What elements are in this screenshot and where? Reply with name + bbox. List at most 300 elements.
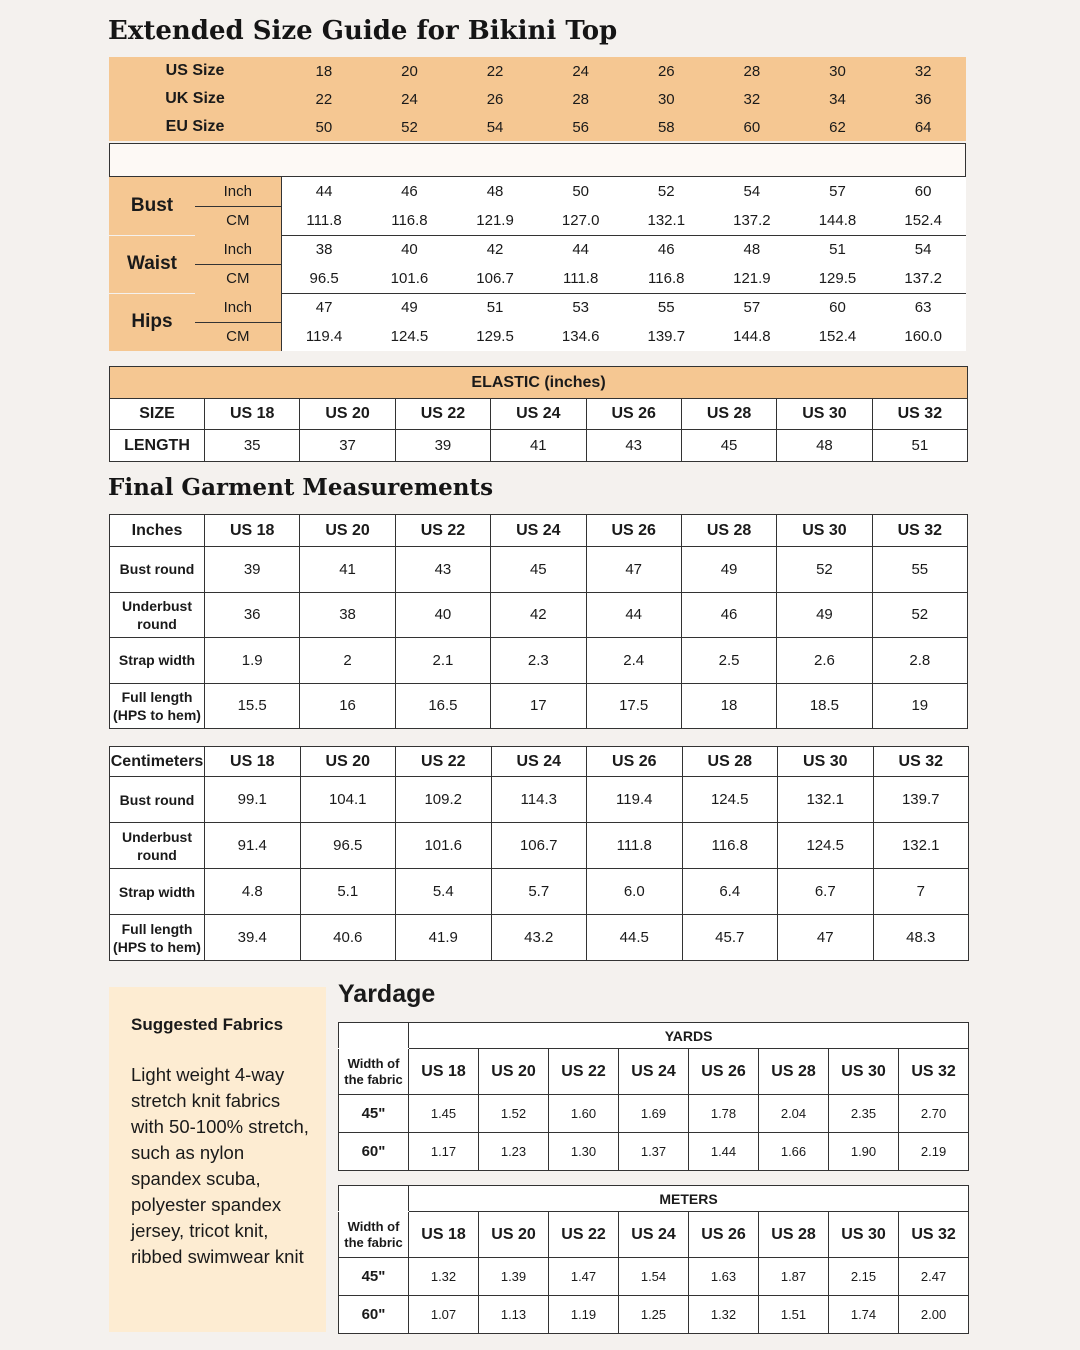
measurement-value: 44 <box>538 235 624 264</box>
final-measure-value: 52 <box>872 592 967 638</box>
final-row-label <box>110 592 205 638</box>
final-measure-value: 41.9 <box>396 915 492 961</box>
final-measure-value: 16 <box>300 683 395 729</box>
final-size-header: US 24 <box>491 515 586 547</box>
size-value: 28 <box>572 90 590 108</box>
suggested-fabrics-box <box>109 987 326 1332</box>
measurement-value: 127.0 <box>561 211 600 229</box>
final-measure-value: 119.4 <box>587 777 683 823</box>
final-measure-value: 19 <box>872 683 967 729</box>
size-value: 30 <box>829 62 846 80</box>
final-row-label-line2: round <box>137 615 177 632</box>
final-measure-value: 106.7 <box>491 823 587 869</box>
size-value: 34 <box>829 90 846 108</box>
final-measure-value: 111.8 <box>587 823 683 869</box>
final-size-header: US 22 <box>395 515 490 547</box>
final-measure-row <box>110 915 969 961</box>
size-value: 52 <box>401 118 418 136</box>
final-measure-value: 6.7 <box>778 869 874 915</box>
size-row-label: UK Size <box>165 90 225 107</box>
size-conversion-table <box>109 57 966 141</box>
measurement-value: 52 <box>657 183 675 200</box>
yardage-value: 1.44 <box>689 1133 759 1171</box>
size-value: 56 <box>572 118 590 136</box>
final-measure-value: 16.5 <box>395 683 490 729</box>
final-measure-value: 36 <box>205 592 300 638</box>
final-row-label-line2: (HPS to hem) <box>113 706 201 723</box>
final-measure-value: 2.4 <box>586 638 681 684</box>
elastic-length-value: 43 <box>586 430 681 462</box>
size-value: 50 <box>315 118 333 136</box>
final-cm-table <box>109 746 969 961</box>
measurement-value: 111.8 <box>563 269 599 287</box>
final-measure-value: 43 <box>395 547 490 593</box>
yardage-value: 1.07 <box>409 1296 479 1334</box>
measurement-value: 101.6 <box>390 269 429 287</box>
yardage-value: 1.23 <box>479 1133 549 1171</box>
measurement-value: 46 <box>401 183 418 200</box>
measurement-inch-row <box>109 177 966 206</box>
fabric-width-label: 60" <box>339 1133 409 1171</box>
final-row-label-line1: Bust round <box>119 561 195 578</box>
yardage-value: 1.45 <box>409 1095 479 1133</box>
elastic-length-row <box>110 430 968 462</box>
yardage-value: 1.74 <box>829 1296 899 1334</box>
measurement-value: 49 <box>367 293 453 322</box>
yardage-value: 1.69 <box>619 1095 689 1133</box>
final-measure-row <box>110 638 968 684</box>
yardage-value: 1.47 <box>549 1258 619 1296</box>
final-measure-value: 2.6 <box>777 638 872 684</box>
final-size-header: US 28 <box>682 747 778 777</box>
elastic-length-value: 39 <box>395 430 490 462</box>
yardage-value: 1.37 <box>619 1133 689 1171</box>
final-size-header: US 32 <box>872 515 967 547</box>
yardage-caption-blank <box>339 1186 409 1212</box>
yardage-size-header: US 24 <box>619 1212 689 1258</box>
size-value: 24 <box>572 62 590 80</box>
fabric-width-label: 45" <box>339 1095 409 1133</box>
yardage-row <box>339 1258 969 1296</box>
yardage-value: 1.54 <box>619 1258 689 1296</box>
elastic-length-value: 48 <box>777 430 872 462</box>
yardage-header-row <box>339 1212 969 1258</box>
size-value: 22 <box>486 62 504 80</box>
yardage-header-row <box>339 1049 969 1095</box>
elastic-size-header: US 26 <box>586 399 681 430</box>
unit-label-inch: Inch <box>195 235 281 264</box>
yardage-size-header: US 30 <box>829 1212 899 1258</box>
yardage-value: 2.35 <box>829 1095 899 1133</box>
yardage-size-header: US 20 <box>479 1212 549 1258</box>
yardage-value: 2.15 <box>829 1258 899 1296</box>
final-measure-value: 38 <box>300 592 395 638</box>
elastic-size-header: US 32 <box>872 399 967 430</box>
yardage-size-header: US 26 <box>689 1049 759 1095</box>
yardage-value: 1.32 <box>409 1258 479 1296</box>
yardage-corner-label <box>339 1049 409 1095</box>
final-row-label <box>110 823 205 869</box>
final-measure-value: 101.6 <box>396 823 492 869</box>
final-size-header: US 20 <box>300 747 396 777</box>
measurement-value: 139.7 <box>647 328 686 345</box>
final-measure-value: 96.5 <box>300 823 396 869</box>
final-row-label-line1: Underbust <box>122 828 192 845</box>
yardage-caption-row <box>339 1023 969 1049</box>
measurement-value: 119.4 <box>281 322 367 351</box>
page-title: Extended Size Guide for Bikini Top <box>108 16 618 46</box>
measurement-value: 121.9 <box>733 269 771 287</box>
final-size-header: US 32 <box>873 747 969 777</box>
final-row-label-line1: Underbust <box>122 597 192 614</box>
measurement-value: 106.7 <box>476 269 514 287</box>
final-header-row <box>110 515 968 547</box>
yardage-value: 1.90 <box>829 1133 899 1171</box>
measurement-cm-row <box>109 206 966 235</box>
meters-table <box>338 1185 969 1334</box>
final-measure-value: 5.7 <box>491 869 587 915</box>
final-measure-value: 2.5 <box>681 638 776 684</box>
measurement-value: 60 <box>795 293 881 322</box>
final-measure-value: 5.1 <box>300 869 396 915</box>
measurement-group-label: Bust <box>109 177 195 235</box>
elastic-length-value: 41 <box>491 430 586 462</box>
final-measure-value: 48.3 <box>873 915 969 961</box>
final-measure-value: 39.4 <box>205 915 301 961</box>
size-row <box>109 57 966 85</box>
measurement-value: 40 <box>367 235 453 264</box>
elastic-caption: ELASTIC (inches) <box>110 367 968 399</box>
measurement-value: 129.5 <box>476 328 514 345</box>
unit-label-inch: Inch <box>195 177 281 206</box>
yardage-value: 1.30 <box>549 1133 619 1171</box>
final-row-label <box>110 547 205 593</box>
final-measure-row <box>110 683 968 729</box>
size-row-label: EU Size <box>165 118 225 135</box>
yardage-row <box>339 1133 969 1171</box>
final-measure-value: 2 <box>300 638 395 684</box>
elastic-length-value: 35 <box>205 430 300 462</box>
final-measure-value: 39 <box>205 547 300 593</box>
measurement-value: 152.4 <box>904 211 942 229</box>
size-value: 24 <box>401 90 418 108</box>
final-row-label <box>110 683 205 729</box>
measurement-value: 48 <box>709 235 795 264</box>
elastic-length-value: 45 <box>681 430 776 462</box>
yardage-caption: METERS <box>409 1186 969 1212</box>
final-measure-value: 45.7 <box>682 915 778 961</box>
yardage-row <box>339 1296 969 1334</box>
final-corner-label: Inches <box>110 515 205 547</box>
yardage-value: 1.13 <box>479 1296 549 1334</box>
yardage-size-header: US 28 <box>759 1049 829 1095</box>
yardage-value: 1.39 <box>479 1258 549 1296</box>
final-measure-value: 116.8 <box>682 823 778 869</box>
measurement-value: 60 <box>914 183 932 200</box>
measurement-value: 42 <box>452 235 538 264</box>
yardage-size-header: US 28 <box>759 1212 829 1258</box>
final-measure-value: 44 <box>586 592 681 638</box>
final-header-row <box>110 747 969 777</box>
yardage-title: Yardage <box>338 980 436 1008</box>
size-value: 32 <box>914 62 932 80</box>
final-measure-value: 139.7 <box>873 777 969 823</box>
measurement-cm-row <box>109 322 966 351</box>
final-measure-value: 52 <box>777 547 872 593</box>
final-measure-row <box>110 777 969 823</box>
suggested-fabrics-title: Suggested Fabrics <box>131 1015 284 1034</box>
elastic-size-label: SIZE <box>110 399 205 430</box>
measurement-value: 132.1 <box>647 211 686 229</box>
yardage-size-header: US 22 <box>549 1049 619 1095</box>
final-measure-value: 40.6 <box>300 915 396 961</box>
final-garment-title: Final Garment Measurements <box>108 474 494 501</box>
yards-table <box>338 1022 969 1171</box>
final-measure-value: 17 <box>491 683 586 729</box>
measurement-value: 134.6 <box>561 328 600 345</box>
final-measure-value: 41 <box>300 547 395 593</box>
measurement-value: 160.0 <box>904 328 942 345</box>
measurement-value: 46 <box>623 235 709 264</box>
size-value: 20 <box>401 62 418 80</box>
final-measure-value: 43.2 <box>491 915 587 961</box>
final-row-label <box>110 638 205 684</box>
yardage-value: 2.19 <box>899 1133 969 1171</box>
final-measure-value: 55 <box>872 547 967 593</box>
size-value: 26 <box>486 90 504 108</box>
elastic-length-value: 51 <box>872 430 967 462</box>
measurement-value: 47 <box>281 293 367 322</box>
final-measure-value: 2.8 <box>872 638 967 684</box>
elastic-size-header: US 20 <box>300 399 395 430</box>
measurement-value: 111.8 <box>281 206 367 235</box>
final-measure-value: 2.1 <box>395 638 490 684</box>
yardage-value: 1.51 <box>759 1296 829 1334</box>
final-row-label <box>110 915 205 961</box>
elastic-size-header: US 30 <box>777 399 872 430</box>
final-size-header: US 22 <box>396 747 492 777</box>
yardage-value: 1.63 <box>689 1258 759 1296</box>
final-row-label-line1: Bust round <box>119 791 195 808</box>
final-measure-value: 18 <box>681 683 776 729</box>
final-measure-value: 104.1 <box>300 777 396 823</box>
yardage-size-header: US 22 <box>549 1212 619 1258</box>
yardage-value: 2.70 <box>899 1095 969 1133</box>
size-value: 60 <box>743 118 761 136</box>
final-measure-value: 45 <box>491 547 586 593</box>
measurement-value: 144.8 <box>818 211 857 229</box>
final-measure-value: 99.1 <box>205 777 301 823</box>
final-measure-value: 6.4 <box>682 869 778 915</box>
yardage-corner-line2: the fabric <box>344 1071 403 1087</box>
final-measure-value: 109.2 <box>396 777 492 823</box>
measurement-value: 129.5 <box>818 269 857 287</box>
measurement-value: 137.2 <box>733 211 771 229</box>
measurement-value: 144.8 <box>733 328 771 345</box>
final-measure-value: 132.1 <box>778 777 874 823</box>
final-measure-value: 132.1 <box>873 823 969 869</box>
final-measure-value: 7 <box>873 869 969 915</box>
size-value: 28 <box>743 62 761 80</box>
yardage-value: 1.60 <box>549 1095 619 1133</box>
measurement-value: 54 <box>880 235 966 264</box>
yardage-size-header: US 32 <box>899 1212 969 1258</box>
measurement-value: 53 <box>538 293 624 322</box>
measurement-value: 121.9 <box>476 211 514 229</box>
measurement-value: 51 <box>452 293 538 322</box>
yardage-size-header: US 32 <box>899 1049 969 1095</box>
yardage-size-header: US 18 <box>409 1049 479 1095</box>
size-value: 32 <box>743 90 761 108</box>
final-row-label-line1: Strap width <box>118 652 196 669</box>
final-measure-value: 4.8 <box>205 869 301 915</box>
yardage-value: 1.25 <box>619 1296 689 1334</box>
final-size-header: US 24 <box>491 747 587 777</box>
yardage-size-header: US 26 <box>689 1212 759 1258</box>
unit-label-cm: CM <box>195 322 281 351</box>
yardage-corner-line2: the fabric <box>344 1234 403 1250</box>
final-row-label <box>110 777 205 823</box>
final-measure-row <box>110 592 968 638</box>
final-measure-value: 124.5 <box>682 777 778 823</box>
final-measure-value: 42 <box>491 592 586 638</box>
measurement-value: 57 <box>829 183 846 200</box>
final-row-label-line1: Strap width <box>118 883 196 900</box>
final-measure-value: 124.5 <box>778 823 874 869</box>
final-measure-value: 15.5 <box>205 683 300 729</box>
measurement-value: 124.5 <box>390 328 429 345</box>
measurement-cm-row <box>109 264 966 293</box>
elastic-table <box>109 366 968 462</box>
final-corner-label: Centimeters <box>110 747 205 777</box>
measurement-value: 57 <box>709 293 795 322</box>
yardage-value: 2.04 <box>759 1095 829 1133</box>
body-measurements-table <box>109 177 966 351</box>
yardage-value: 1.66 <box>759 1133 829 1171</box>
size-value: 54 <box>486 118 504 136</box>
unit-label-inch: Inch <box>195 293 281 322</box>
final-row-label-line1: Full length <box>121 688 193 705</box>
measurement-value: 48 <box>486 183 504 200</box>
final-row-label-line2: (HPS to hem) <box>113 938 201 955</box>
final-measure-value: 18.5 <box>777 683 872 729</box>
blank-note-bar <box>109 143 966 177</box>
size-value: 58 <box>657 118 675 136</box>
size-value: 18 <box>315 62 333 80</box>
measurement-value: 96.5 <box>281 264 367 293</box>
final-inches-table <box>109 514 968 729</box>
final-measure-value: 49 <box>777 592 872 638</box>
final-measure-value: 6.0 <box>587 869 683 915</box>
elastic-caption-row <box>110 367 968 399</box>
yardage-size-header: US 24 <box>619 1049 689 1095</box>
yardage-value: 1.78 <box>689 1095 759 1133</box>
final-measure-value: 5.4 <box>396 869 492 915</box>
yardage-row <box>339 1095 969 1133</box>
measurement-value: 51 <box>795 235 881 264</box>
measurement-value: 152.4 <box>818 328 857 345</box>
elastic-length-value: 37 <box>300 430 395 462</box>
size-value: 26 <box>657 62 675 80</box>
final-size-header: US 30 <box>777 515 872 547</box>
size-value: 62 <box>829 118 846 136</box>
measurement-value: 137.2 <box>904 269 942 287</box>
final-measure-row <box>110 547 968 593</box>
unit-label-cm: CM <box>195 264 281 293</box>
final-measure-value: 91.4 <box>205 823 301 869</box>
measurement-value: 44 <box>281 177 367 206</box>
final-size-header: US 30 <box>778 747 874 777</box>
elastic-length-label: LENGTH <box>110 430 205 462</box>
yardage-value: 1.17 <box>409 1133 479 1171</box>
measurement-inch-row <box>109 293 966 322</box>
yardage-value: 1.32 <box>689 1296 759 1334</box>
final-size-header: US 18 <box>205 515 300 547</box>
measurement-group-label: Waist <box>109 235 195 293</box>
final-measure-value: 40 <box>395 592 490 638</box>
elastic-size-header: US 24 <box>491 399 586 430</box>
unit-label-cm: CM <box>195 206 281 235</box>
size-row-label: US Size <box>165 62 225 79</box>
yardage-value: 1.19 <box>549 1296 619 1334</box>
final-measure-value: 47 <box>586 547 681 593</box>
measurement-value: 55 <box>623 293 709 322</box>
measurement-value: 116.8 <box>391 211 428 229</box>
yardage-corner-line1: Width of <box>347 1218 400 1234</box>
yardage-corner-line1: Width of <box>347 1055 400 1071</box>
final-measure-row <box>110 869 969 915</box>
suggested-fabrics-text: Light weight 4-way stretch knit fabrics with 50-100% stretch, such as nylon spandex scuba, polyester spandex jersey, tricot knit, ribbed swimwear knit <box>131 1064 309 1267</box>
fabric-width-label: 60" <box>339 1296 409 1334</box>
final-row-label-line2: round <box>137 846 177 863</box>
yardage-caption-row <box>339 1186 969 1212</box>
yardage-caption-blank <box>339 1023 409 1049</box>
final-size-header: US 26 <box>586 515 681 547</box>
measurement-value: 54 <box>743 183 761 200</box>
size-value: 22 <box>315 90 333 108</box>
size-value: 64 <box>914 118 932 136</box>
yardage-size-header: US 30 <box>829 1049 899 1095</box>
measurement-value: 38 <box>281 235 367 264</box>
final-measure-value: 47 <box>778 915 874 961</box>
final-measure-row <box>110 823 969 869</box>
final-measure-value: 2.3 <box>491 638 586 684</box>
final-measure-value: 114.3 <box>491 777 587 823</box>
elastic-size-header: US 18 <box>205 399 300 430</box>
elastic-size-header: US 28 <box>681 399 776 430</box>
yardage-size-header: US 18 <box>409 1212 479 1258</box>
elastic-size-row <box>110 399 968 430</box>
measurement-group-label: Hips <box>109 293 195 351</box>
final-measure-value: 1.9 <box>205 638 300 684</box>
yardage-value: 2.00 <box>899 1296 969 1334</box>
yardage-value: 1.52 <box>479 1095 549 1133</box>
yardage-value: 1.87 <box>759 1258 829 1296</box>
measurement-value: 63 <box>880 293 966 322</box>
measurement-inch-row <box>109 235 966 264</box>
measurement-value: 116.8 <box>648 269 685 287</box>
final-row-label <box>110 869 205 915</box>
final-size-header: US 18 <box>205 747 301 777</box>
final-size-header: US 26 <box>587 747 683 777</box>
final-measure-value: 17.5 <box>586 683 681 729</box>
yardage-value: 2.47 <box>899 1258 969 1296</box>
final-row-label-line1: Full length <box>121 920 193 937</box>
size-value: 30 <box>657 90 675 108</box>
size-row <box>109 85 966 113</box>
yardage-size-header: US 20 <box>479 1049 549 1095</box>
fabric-width-label: 45" <box>339 1258 409 1296</box>
